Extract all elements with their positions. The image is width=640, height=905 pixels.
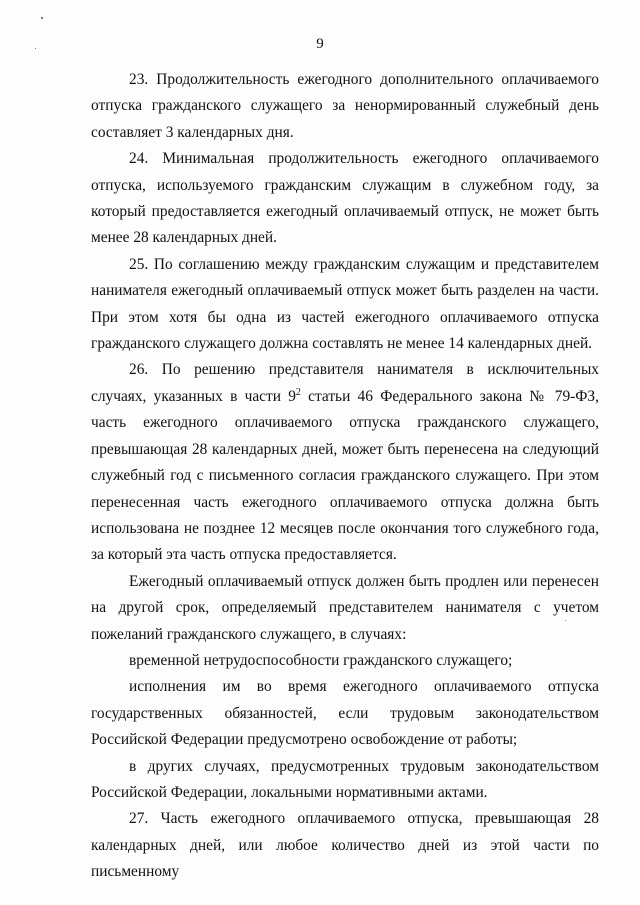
- paragraph-26: [91, 357, 599, 568]
- page-number: 9: [316, 36, 324, 52]
- paragraph-case-state-duties: исполнения им во время ежегодного оплачиваемого отпуска государственных обязанностей, если трудовым законодательством Российской Федерации предусмотрено освобождение от работы;: [91, 678, 599, 749]
- document-body: [91, 67, 599, 886]
- superscript-part-number: 2: [295, 386, 301, 398]
- paragraph-24: 24. Минимальная продолжительность ежегодного оплачиваемого отпуска, используемого гражданским служащим в служебном году, за который предоставляется ежегодный оплачиваемый отпуск, не может быть менее 28 календарных дней.: [91, 150, 599, 247]
- paragraph-case-other: в других случаях, предусмотренных трудовым законодательством Российской Федерации, локальными нормативными актами.: [91, 757, 599, 801]
- paragraph-26-lead: 26. По решению представителя нанимателя в исключительных случаях, указанных в части 9: [91, 361, 599, 405]
- scan-speck: [41, 17, 43, 19]
- paragraph-case-illness: временной нетрудоспособности гражданского служащего;: [129, 651, 513, 669]
- paragraph-extension-intro: Ежегодный оплачиваемый отпуск должен быть продлен или перенесен на другой срок, определяемый представителем нанимателя с учетом пожеланий гражданского служащего, в случаях:: [91, 572, 599, 643]
- paragraph-25: 25. По соглашению между гражданским служащим и представителем нанимателя ежегодный оплачиваемый отпуск может быть разделен на части. При этом хотя бы одна из частей ежегодного оплачиваемого отпуска гражданского служащего должна составлять не менее 14 календарных дней.: [91, 255, 599, 353]
- paragraph-26-rest: статьи 46 Федерального закона № 79-ФЗ, часть ежегодного оплачиваемого отпуска гражданского служащего, превышающая 28 календарных дней, может быть перенесена на следующий служебный год с письменного согласия гражданского служащего. При этом перенесенная часть ежегодного оплачиваемого отпуска должна быть использована не позднее 12 месяцев после окончания того служебного года, за который эта часть отпуска предоставляется.: [91, 387, 599, 564]
- paragraph-23: 23. Продолжительность ежегодного дополнительного оплачиваемого отпуска гражданского служащего за ненормированный служебный день составляет 3 календарных дня.: [91, 71, 599, 141]
- paragraph-27: 27. Часть ежегодного оплачиваемого отпуска, превышающая 28 календарных дней, или любое количество дней из этой части по письменному: [91, 810, 599, 881]
